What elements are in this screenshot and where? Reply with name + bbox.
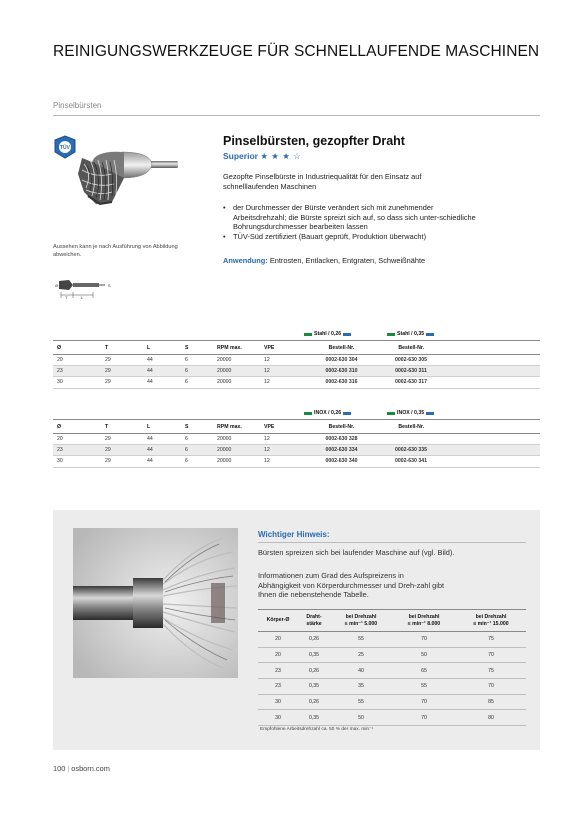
application-line — [223, 256, 425, 265]
dim-label-diameter: Ø — [55, 283, 59, 288]
material-label-inox-026: INOX / 0,26 — [304, 410, 351, 416]
section-label: Pinselbürsten — [53, 101, 102, 110]
product-title: Pinselbürsten, gezopfter Draht — [223, 134, 405, 148]
header-wire-thickness: Draht- stärke — [298, 610, 330, 632]
star-rating-icon: ★ ★ ★ ☆ — [260, 151, 302, 161]
table-header-row — [258, 610, 526, 632]
application-label: Anwendung: — [223, 256, 268, 265]
quality-label: Superior — [223, 151, 258, 161]
table-row: 20 0,26 55 70 75 — [258, 632, 526, 648]
notice-title: Wichtiger Hinweis: — [258, 530, 330, 539]
header-rpm-15000: bei Drehzahl ≤ min⁻¹ 15.000 — [456, 610, 526, 632]
application-text: Entrosten, Entlacken, Entgraten, Schweißnähte — [269, 256, 426, 265]
notice-divider — [258, 542, 526, 543]
table-row: 30 29 44 6 20000 12 0002-630 316 0002-630 317 — [53, 377, 540, 388]
product-image — [52, 134, 182, 242]
material-label-steel-035: Stahl / 0,35 — [387, 331, 434, 337]
header-rpm-5000: bei Drehzahl ≤ min⁻¹ 5.000 — [330, 610, 392, 632]
bullet-icon: • — [223, 231, 226, 241]
dim-label-l: L — [81, 295, 84, 300]
product-table-inox — [53, 419, 540, 468]
table-row: 23 29 44 6 20000 12 0002-630 334 0002-630 335 — [53, 445, 540, 456]
list-item: • TÜV-Süd zertifiziert (Bauart geprüft, Produktion überwacht) — [223, 231, 427, 241]
tuv-badge — [55, 136, 75, 158]
wire-brush — [78, 152, 124, 204]
table-row: 30 0,26 55 70 85 — [258, 694, 526, 710]
product-intro: Gezopfte Pinselbürste in Industriequalität für den Einsatz auf schnelllaufenden Maschinen — [223, 172, 422, 191]
page-title: REINIGUNGSWERKZEUGE FÜR SCHNELLAUFENDE MASCHINEN — [53, 43, 540, 60]
notice-paragraph-2: Informationen zum Grad des Aufspreizens in Abhängigkeit von Körperdurchmesser und Dreh-zahl gibt Ihnen die nebenstehende Tabelle. — [258, 571, 445, 600]
table-row: 20 0,35 25 50 70 — [258, 647, 526, 663]
material-label-steel-026: Stahl / 0,26 — [304, 331, 351, 337]
footer-separator: | — [67, 764, 70, 773]
table-row: 30 29 44 6 20000 12 0002-630 340 0002-630 341 — [53, 456, 540, 467]
table-header-row: Ø T L S RPM max. VPE Bestell-Nr. Bestell-Nr. — [53, 420, 540, 434]
tuv-badge-label: TÜV — [60, 145, 70, 151]
image-caption: Aussehen kann je nach Ausführung von Abbildung abweichen. — [53, 244, 178, 258]
quality-rating — [223, 151, 301, 162]
header-rpm-8000: bei Drehzahl ≤ min⁻¹ 8.000 — [392, 610, 456, 632]
product-table-steel — [53, 340, 540, 389]
spread-footnote: Empfohlene Arbeitsdrehzahl ca. 50 % der max. min⁻¹ — [260, 727, 374, 732]
table-row: 20 29 44 6 20000 12 0002-630 328 — [53, 434, 540, 445]
material-label-inox-035: INOX / 0,35 — [387, 410, 434, 416]
feature-list — [223, 203, 483, 241]
spread-brush-photo — [73, 528, 238, 678]
dim-label-s: S — [108, 283, 111, 288]
dimension-diagram — [53, 277, 123, 301]
page-number: 100 — [53, 764, 66, 773]
page-footer — [53, 764, 110, 773]
dim-label-t: T — [65, 295, 68, 300]
table-header-row: Ø T L S RPM max. VPE Bestell-Nr. Bestell-Nr. — [53, 341, 540, 355]
section-divider — [53, 115, 540, 116]
table-row: 30 0,35 50 70 80 — [258, 710, 526, 726]
notice-paragraph-1: Bürsten spreizen sich bei laufender Maschine auf (vgl. Bild). — [258, 548, 455, 557]
table-row: 23 0,26 40 65 75 — [258, 663, 526, 679]
header-body-diameter: Körper-Ø — [258, 610, 298, 632]
site-link[interactable]: osborn.com — [71, 764, 110, 773]
list-item: • der Durchmesser der Bürste verändert sich mit zunehmender Arbeitsdrehzahl; die Bürste spreizt sich auf, so dass sich unter-schiedliche Bohrungsdurchmesser bearbeiten lassen — [223, 203, 476, 232]
bullet-icon: • — [223, 203, 226, 212]
table-row: 23 0,35 35 55 70 — [258, 679, 526, 695]
table-row: 20 29 44 6 20000 12 0002-630 304 0002-630 305 — [53, 355, 540, 366]
table-row: 23 29 44 6 20000 12 0002-630 310 0002-630 311 — [53, 366, 540, 377]
spread-table — [258, 609, 526, 726]
